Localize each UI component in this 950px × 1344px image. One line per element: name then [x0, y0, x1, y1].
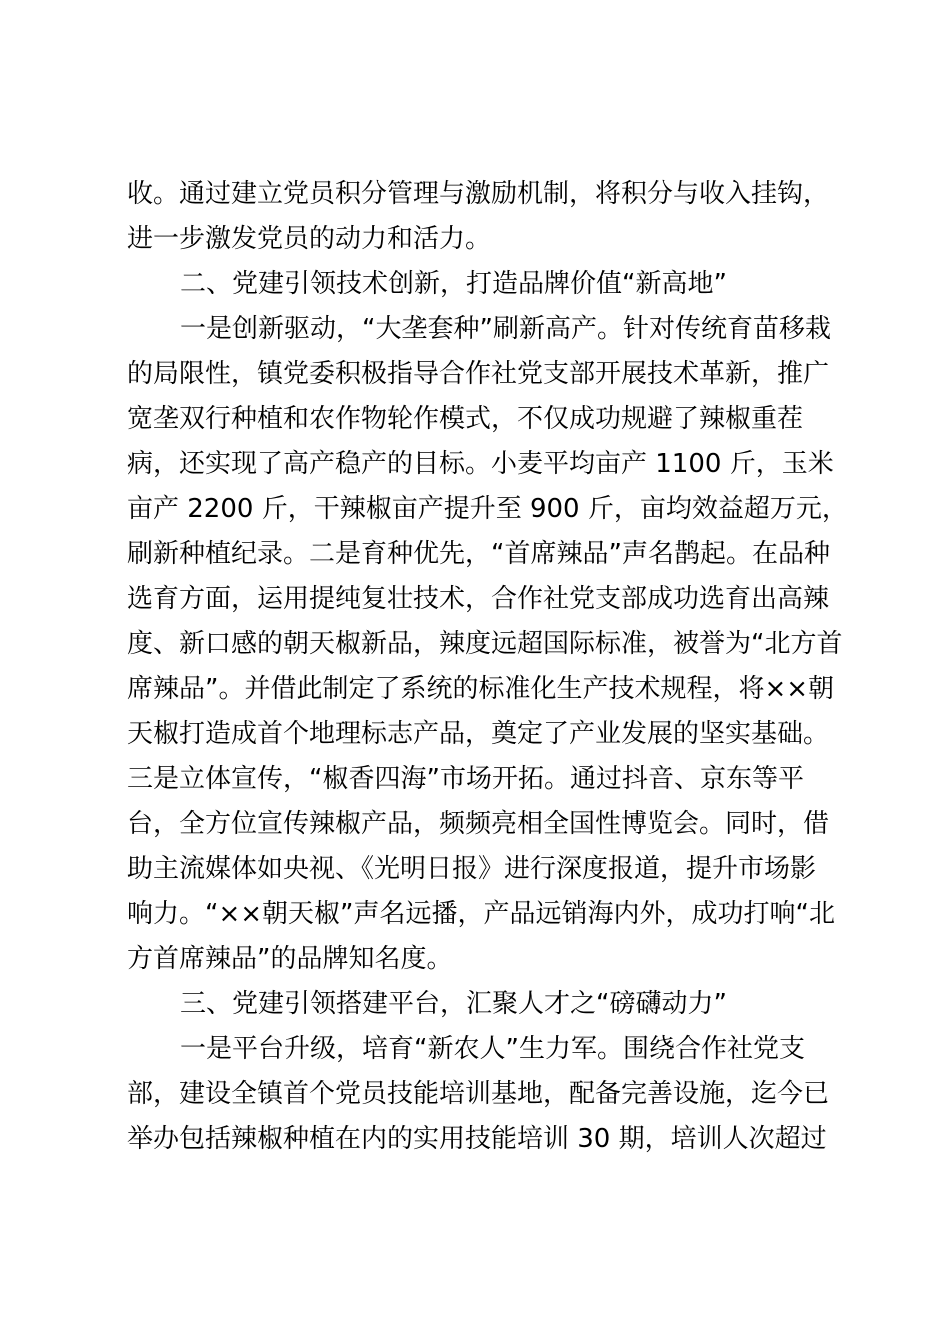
body-line-10: 选育方面，运用提纯复壮技术，合作社党支部成功选育出高辣: [127, 584, 830, 614]
body-line-22: 举办包括辣椒种植在内的实用技能培训 30 期，培训人次超过: [127, 1124, 827, 1154]
body-line-7: 病，还实现了高产稳产的目标。小麦平均亩产 1100 斤，玉米: [127, 449, 834, 479]
body-line-6: 宽垄双行种植和农作物轮作模式，不仅成功规避了辣椒重茬: [127, 404, 804, 434]
body-line-5: 的局限性，镇党委积极指导合作社党支部开展技术革新，推广: [127, 359, 830, 389]
body-line-17: 响力。“××朝天椒”声名远播，产品远销海内外，成功打响“北: [127, 899, 835, 929]
body-line-14: 三是立体宣传，“椒香四海”市场开拓。通过抖音、京东等平: [127, 764, 804, 794]
body-line-13: 天椒打造成首个地理标志产品，奠定了产业发展的坚实基础。: [127, 719, 830, 749]
body-line-2: 进一步激发党员的动力和活力。: [127, 224, 492, 254]
body-line-11: 度、新口感的朝天椒新品，辣度远超国际标准，被誉为“北方首: [127, 629, 843, 659]
body-line-15: 台，全方位宣传辣椒产品，频频亮相全国性博览会。同时，借: [127, 809, 830, 839]
body-line-8: 亩产 2200 斤，干辣椒亩产提升至 900 斤，亩均效益超万元，: [127, 494, 848, 524]
body-line-21: 部，建设全镇首个党员技能培训基地，配备完善设施，迄今已: [127, 1079, 830, 1109]
body-line-9: 刷新种植纪录。二是育种优先，“首席辣品”声名鹊起。在品种: [127, 539, 830, 569]
body-line-1: 收。通过建立党员积分管理与激励机制，将积分与收入挂钩，: [127, 179, 830, 209]
section-heading-2: 二、党建引领技术创新，打造品牌价值“新高地”: [180, 269, 727, 299]
body-line-12: 席辣品”。并借此制定了系统的标准化生产技术规程，将××朝: [127, 674, 835, 704]
section-heading-3: 三、党建引领搭建平台，汇聚人才之“磅礴动力”: [180, 989, 727, 1019]
document-body: [127, 172, 848, 1162]
body-line-4: 一是创新驱动，“大垄套种”刷新高产。针对传统育苗移栽: [180, 314, 831, 344]
body-line-20: 一是平台升级，培育“新农人”生力军。围绕合作社党支: [180, 1034, 805, 1064]
body-line-16: 助主流媒体如央视、《光明日报》进行深度报道，提升市场影: [127, 854, 817, 884]
body-line-18: 方首席辣品”的品牌知名度。: [127, 944, 453, 974]
